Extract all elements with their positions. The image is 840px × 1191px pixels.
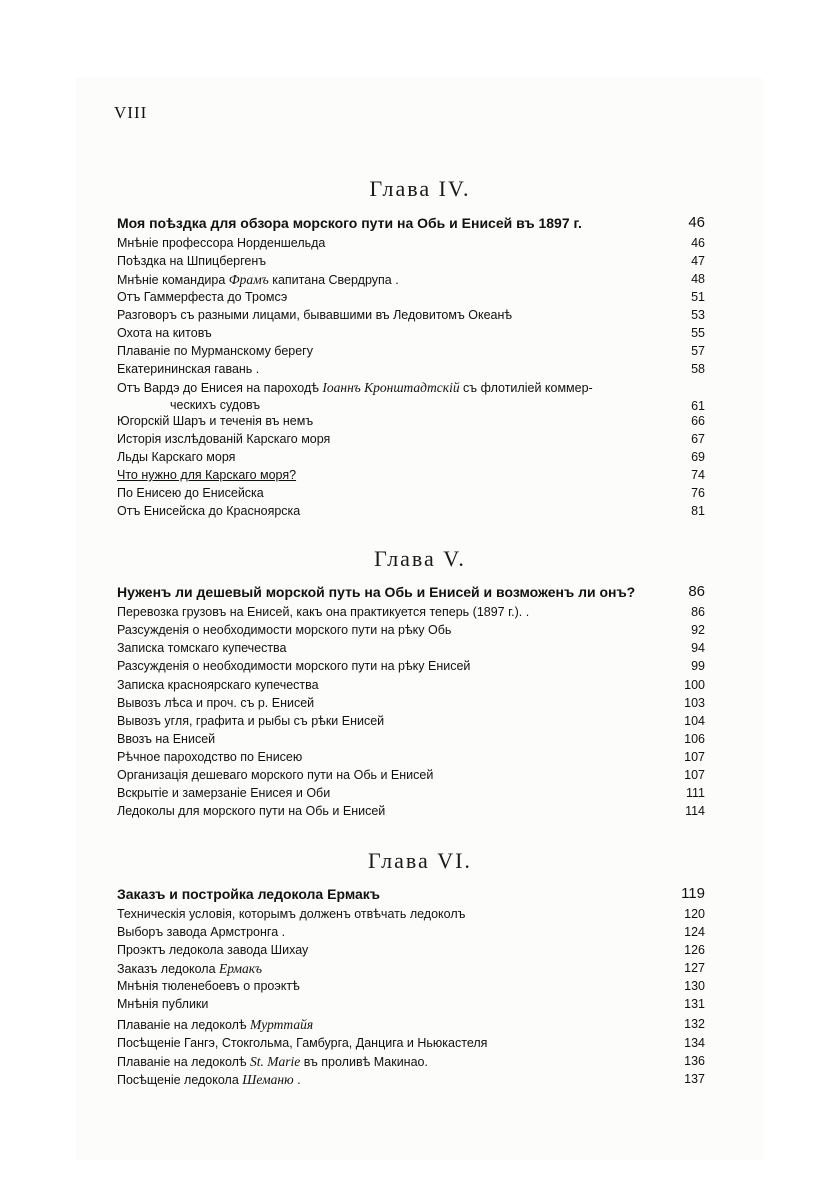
toc-entry-page: 130: [684, 979, 705, 993]
toc-entry-title: Плаваніе на ледоколѣ Мурттайя: [117, 1017, 314, 1032]
toc-entry-title: Записка красноярскаго купечества: [117, 678, 319, 692]
toc-entry-page: 66: [691, 414, 705, 428]
toc-main-entry[interactable]: [117, 213, 705, 233]
chapter-heading: Глава V.: [374, 546, 466, 571]
toc-entry[interactable]: [117, 906, 705, 923]
toc-entry[interactable]: [117, 803, 705, 820]
toc-entry-title: Перевозка грузовъ на Енисей, какъ она практикуется теперь (1897 г.). .: [117, 605, 530, 619]
ship-name: Іоаннъ Кронштадтскій: [322, 380, 460, 395]
toc-entry-title: Отъ Енисейска до Красноярска: [117, 504, 301, 518]
toc-entry[interactable]: [117, 235, 705, 252]
toc-entry-title: Мнѣнія публики: [117, 997, 209, 1011]
toc-entry-page: 99: [691, 659, 705, 673]
toc-entry-page: 124: [684, 925, 705, 939]
toc-entry[interactable]: [117, 431, 705, 448]
ship-name: Шеманю: [242, 1072, 294, 1087]
toc-entry-page: 55: [691, 326, 705, 340]
toc-entry-page: 126: [684, 943, 705, 957]
toc-entry-page: 76: [691, 486, 705, 500]
toc-entry-page: 132: [684, 1017, 705, 1031]
toc-entry-page: 48: [691, 272, 705, 286]
toc-entry-title: Техническія условія, которымъ долженъ отвѣчать ледоколъ: [117, 907, 466, 921]
toc-entry[interactable]: [117, 449, 705, 466]
toc-entry-title: Записка томскаго купечества: [117, 641, 287, 655]
ship-name: Мурттайя: [250, 1017, 314, 1032]
toc-entry-page: 107: [684, 750, 705, 764]
toc-entry-page: 86: [691, 605, 705, 619]
toc-entry[interactable]: [117, 1035, 705, 1052]
toc-entry-title: Ввозъ на Енисей: [117, 732, 216, 746]
toc-entry-title: Поѣздка на Шпицбергенъ: [117, 254, 267, 268]
toc-entry-title: Екатерининская гавань .: [117, 362, 260, 376]
toc-entry-page: 94: [691, 641, 705, 655]
toc-entry[interactable]: [117, 307, 705, 324]
chapter-heading: Глава VI.: [368, 848, 472, 873]
toc-entry-page: 120: [684, 907, 705, 921]
toc-entry-title: Заказъ ледокола Ермакъ: [117, 961, 263, 976]
toc-entry[interactable]: [117, 960, 705, 977]
toc-entry[interactable]: [117, 361, 705, 378]
toc-entry-page: 106: [684, 732, 705, 746]
toc-entry[interactable]: [117, 695, 705, 712]
toc-entry-page: 131: [684, 997, 705, 1011]
toc-entry[interactable]: [117, 503, 705, 520]
toc-entry[interactable]: [117, 924, 705, 941]
toc-entry-page: 104: [684, 714, 705, 728]
toc-entry-page: 137: [684, 1072, 705, 1086]
toc-entry[interactable]: [117, 413, 705, 430]
toc-entry[interactable]: [117, 996, 705, 1013]
toc-entry-page: 114: [685, 804, 705, 818]
toc-entry-title: Ледоколы для морского пути на Обь и Енисей: [117, 804, 386, 818]
toc-entry-page: 100: [684, 678, 705, 692]
toc-entry-title: Отъ Вардэ до Енисея на пароходѣ Іоаннъ Кронштадтскій съ флотиліей коммер- ческихъ судовъ: [117, 380, 593, 412]
toc-entry[interactable]: [117, 289, 705, 306]
ship-name: Ермакъ: [219, 961, 263, 976]
toc-entry-page: 61: [691, 399, 705, 413]
toc-entry-page: 69: [691, 450, 705, 464]
toc-entry-title: Охота на китовъ: [117, 326, 212, 340]
toc-entry-page: 51: [691, 290, 705, 304]
toc-entry[interactable]: [117, 767, 705, 784]
toc-entry-title: Плаваніе по Мурманскому берегу: [117, 344, 313, 358]
toc-entry-page: 47: [691, 254, 705, 268]
toc-entry-title: Исторія изслѣдованій Карскаго моря: [117, 432, 331, 446]
toc-entry-title: Разсужденія о необходимости морского пути на рѣку Обь: [117, 623, 452, 637]
toc-entry-title: Посѣщеніе Гангэ, Стокгольма, Гамбурга, Данцига и Ньюкастеля: [117, 1036, 488, 1050]
toc-entry-title: Плаваніе на ледоколѣ St. Marie въ проливѣ Макинао.: [117, 1054, 428, 1069]
toc-entry-title: Югорскій Шаръ и теченія въ немъ: [117, 414, 314, 428]
toc-entry-page: 67: [691, 432, 705, 446]
toc-entry[interactable]: [117, 1053, 705, 1070]
toc-entry[interactable]: [117, 942, 705, 959]
toc-entry-title: Вывозъ лѣса и проч. съ р. Енисей: [117, 696, 315, 710]
toc-entry-title: Моя поѣздка для обзора морского пути на Обь и Енисей въ 1897 г.: [117, 215, 582, 231]
toc-entry-page: 119: [681, 885, 705, 902]
toc-entry-title: Рѣчное пароходство по Енисею: [117, 750, 303, 764]
toc-entry[interactable]: [117, 1071, 705, 1088]
toc-entry[interactable]: [117, 622, 705, 639]
page-number: VIII: [114, 103, 148, 122]
toc-main-entry[interactable]: [117, 582, 705, 602]
toc-entry[interactable]: [117, 467, 705, 484]
toc-entry-page: 92: [691, 623, 705, 637]
toc-entry-page: 46: [691, 236, 705, 250]
toc-entry-page: 107: [684, 768, 705, 782]
toc-entry-page: 74: [691, 468, 705, 482]
toc-entry[interactable]: [117, 271, 705, 288]
toc-entry-page: 111: [685, 786, 705, 800]
toc-main-entry[interactable]: [117, 884, 705, 904]
toc-entry-title: Мнѣнія тюленебоевъ о проэктѣ: [117, 979, 300, 993]
toc-entry-title: Организація дешеваго морского пути на Обь и Енисей: [117, 768, 434, 782]
toc-entry[interactable]: [117, 713, 705, 730]
toc-entry-page: 127: [684, 961, 705, 975]
toc-entry-page: 81: [691, 504, 705, 518]
toc-entry-title: Выборъ завода Армстронга .: [117, 925, 286, 939]
toc-entry-title: Мнѣніе командира Фрамъ капитана Свердрупа .: [117, 272, 399, 287]
toc-entry-title: Посѣщеніе ледокола Шеманю .: [117, 1072, 301, 1087]
toc-entry[interactable]: [117, 325, 705, 342]
chapter-heading: Глава IV.: [369, 176, 471, 201]
toc-entry[interactable]: [117, 978, 705, 995]
toc-entry-page: 46: [688, 214, 705, 231]
toc-entry-page: 53: [691, 308, 705, 322]
toc-entry-title: Льды Карскаго моря: [117, 450, 236, 464]
toc-entry[interactable]: [117, 731, 705, 748]
toc-entry-title: Вскрытіе и замерзаніе Енисея и Оби: [117, 786, 331, 800]
toc-entry[interactable]: [117, 785, 705, 802]
toc-entry-page: 86: [688, 583, 705, 600]
toc-entry[interactable]: [117, 1016, 705, 1033]
toc-entry[interactable]: [117, 749, 705, 766]
toc-entry[interactable]: [117, 343, 705, 360]
toc-entry[interactable]: [117, 379, 705, 415]
toc-entry[interactable]: [117, 677, 705, 694]
toc-entry-title: Мнѣніе профессора Норденшельда: [117, 236, 326, 250]
toc-entry[interactable]: [117, 485, 705, 502]
toc-entry-page: 58: [691, 362, 705, 376]
ship-name: St. Marie: [250, 1054, 301, 1069]
toc-entry-page: 57: [691, 344, 705, 358]
toc-entry[interactable]: [117, 640, 705, 657]
toc-entry[interactable]: [117, 658, 705, 675]
toc-entry-title: Проэктъ ледокола завода Шихау: [117, 943, 309, 957]
toc-entry-title: Разговоръ съ разными лицами, бывавшими въ Ледовитомъ Океанѣ: [117, 308, 513, 322]
toc-entry[interactable]: [117, 604, 705, 621]
toc-entry-page: 134: [684, 1036, 705, 1050]
ship-name: Фрамъ: [228, 272, 269, 287]
toc-entry-page: 136: [684, 1054, 705, 1068]
toc-entry-title: Нуженъ ли дешевый морской путь на Обь и Енисей и возможенъ ли онъ?: [117, 584, 636, 600]
toc-entry-title: По Енисею до Енисейска: [117, 486, 264, 500]
toc-entry-title: Вывозъ угля, графита и рыбы съ рѣки Енисей: [117, 714, 385, 728]
toc-entry-title: Разсужденія о необходимости морского пути на рѣку Енисей: [117, 659, 471, 673]
toc-entry-page: 103: [684, 696, 705, 710]
toc-entry-title: Что нужно для Карскаго моря?: [117, 468, 297, 482]
toc-entry-title: Отъ Гаммерфеста до Тромсэ: [117, 290, 288, 304]
toc-entry-title: Заказъ и постройка ледокола Ермакъ: [117, 886, 380, 902]
toc-entry[interactable]: [117, 253, 705, 270]
